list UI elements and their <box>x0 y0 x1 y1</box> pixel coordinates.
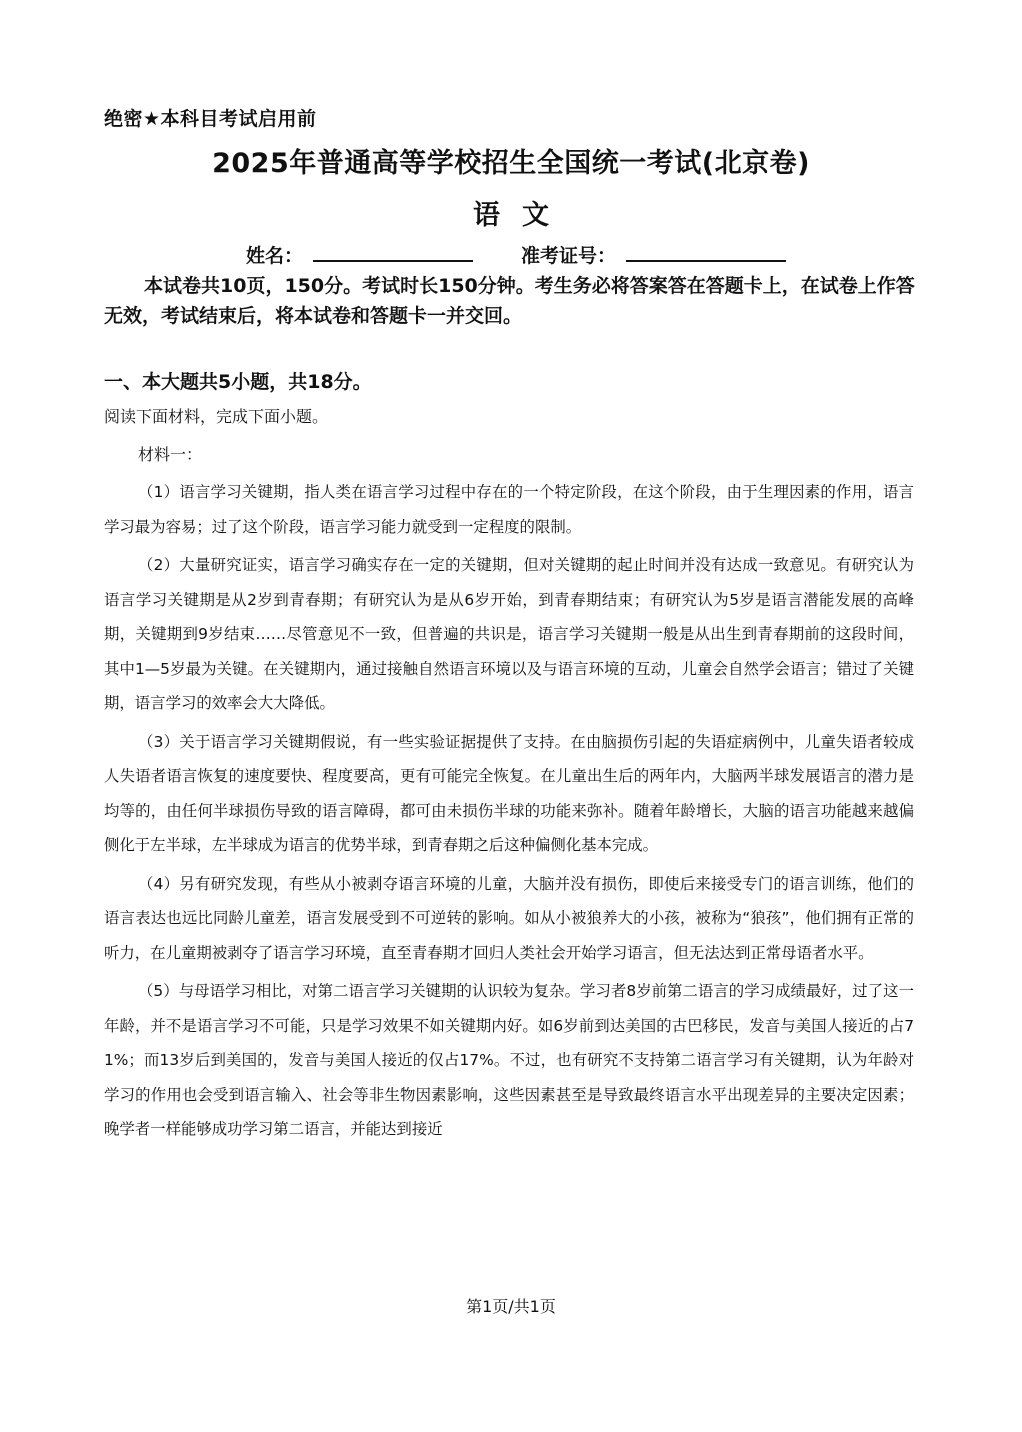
exam-instructions: 本试卷共10页，150分。考试时长150分钟。考生务必将答案答在答题卡上，在试卷上作答无效，考试结束后，将本试卷和答题卡一并交回。 <box>104 275 915 327</box>
page-footer: 第1页/共1页 <box>466 1297 556 1316</box>
paragraph-2: （2）大量研究证实，语言学习确实存在一定的关键期，但对关键期的起止时间并没有达成一致意见。有研究认为语言学习关键期是从2岁到青春期；有研究认为是从6岁开始，到青春期结束；有研究认为5岁是语言潜能发展的高峰期，关键期到9岁结束……尽管意见不一致，但普遍的共识是，语言学习关键期一般是从出生到青春期前的这段时间，其中1—5岁最为关键。在关键期内，通过接触自然语言环境以及与语言环境的互动，儿童会自然学会语言；错过了关键期，语言学习的效率会大大降低。 <box>104 556 914 712</box>
exam-title: 2025年普通高等学校招生全国统一考试(北京卷) <box>212 148 810 179</box>
section-heading: 一、本大题共5小题，共18分。 <box>104 371 372 393</box>
paragraph-3: （3）关于语言学习关键期假说，有一些实验证据提供了支持。在由脑损伤引起的失语症病例中，儿童失语者较成人失语者语言恢复的速度要快、程度要高，更有可能完全恢复。在儿童出生后的两年内，大脑两半球发展语言的潜力是均等的，由任何半球损伤导致的语言障碍，都可由未损伤半球的功能来弥补。随着年龄增长，大脑的语言功能越来越偏侧化于左半球，左半球成为语言的优势半球，到青春期之后这种偏侧化基本完成。 <box>104 732 914 854</box>
paragraph-5: （5）与母语学习相比，对第二语言学习关键期的认识较为复杂。学习者8岁前第二语言的学习成绩最好，过了这一年龄，并不是语言学习不可能，只是学习效果不如关键期内好。如6岁前到达美国的古巴移民，发音与美国人接近的占71%；而13岁后到美国的，发音与美国人接近的仅占17%。不过，也有研究不支持第二语言学习有关键期，认为年龄对学习的作用也会受到语言输入、社会等非生物因素影响，这些因素甚至是导致最终语言水平出现差异的主要决定因素；晚学者一样能够成功学习第二语言，并能达到接近 <box>104 982 914 1138</box>
name-label: 姓名： <box>246 245 304 267</box>
material-body <box>104 475 914 1151</box>
material-label: 材料一： <box>138 445 203 464</box>
confidential-label: 绝密★本科目考试启用前 <box>104 108 317 130</box>
reading-direction: 阅读下面材料，完成下面小题。 <box>104 407 329 426</box>
ticket-number-label: 准考证号： <box>521 245 617 267</box>
paragraph-1: （1）语言学习关键期，指人类在语言学习过程中存在的一个特定阶段，在这个阶段，由于生理因素的作用，语言学习最为容易；过了这个阶段，语言学习能力就受到一定程度的限制。 <box>104 483 914 536</box>
subject-title: 语文 <box>473 200 571 231</box>
name-blank[interactable] <box>313 240 473 262</box>
ticket-number-blank[interactable] <box>626 240 786 262</box>
candidate-fields <box>246 240 786 268</box>
paragraph-4: （4）另有研究发现，有些从小被剥夺语言环境的儿童，大脑并没有损伤，即使后来接受专门的语言训练，他们的语言表达也远比同龄儿童差，语言发展受到不可逆转的影响。如从小被狼养大的小孩，被称为“狼孩”，他们拥有正常的听力，在儿童期被剥夺了语言学习环境，直至青春期才回归人类社会开始学习语言，但无法达到正常母语者水平。 <box>104 874 914 962</box>
